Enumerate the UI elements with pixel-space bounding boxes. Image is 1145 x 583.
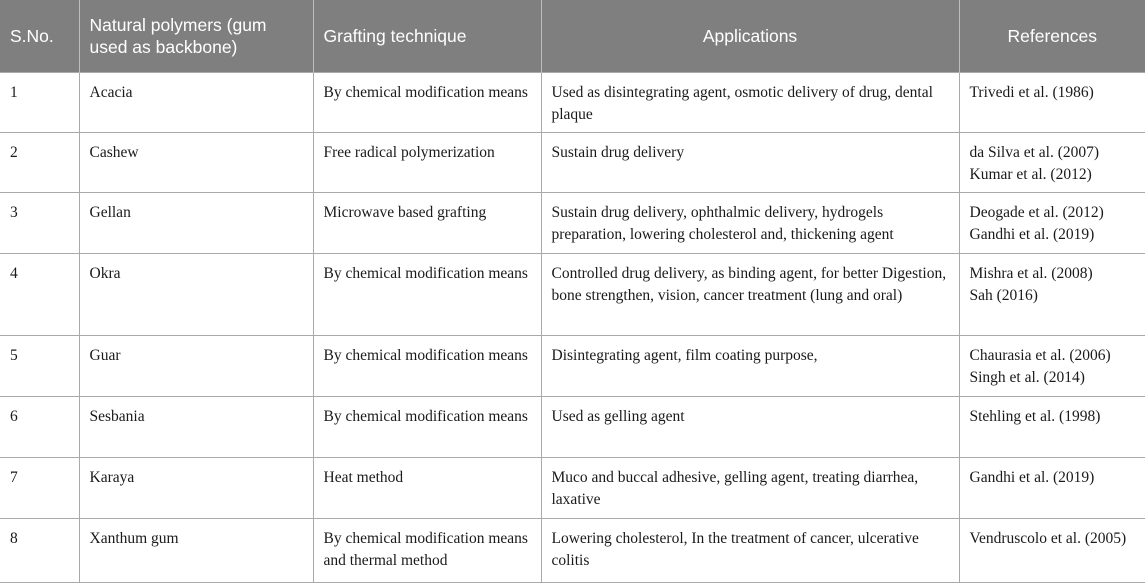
cell-technique: By chemical modification means [313, 72, 541, 132]
cell-references [959, 72, 1145, 132]
cell-polymer: Karaya [79, 457, 313, 518]
cell-applications: Used as disintegrating agent, osmotic delivery of drug, dental plaque [541, 72, 959, 132]
table-row [0, 253, 1145, 335]
cell-technique: By chemical modification means [313, 396, 541, 457]
table-row [0, 518, 1145, 582]
reference: Gandhi et al. (2019) [969, 468, 1095, 486]
header-technique: Grafting technique [313, 0, 541, 72]
header-sno: S.No. [0, 0, 79, 72]
cell-technique: By chemical modification means [313, 253, 541, 335]
cell-references [959, 396, 1145, 457]
cell-technique: By chemical modification means and thermal method [313, 518, 541, 582]
cell-applications: Sustain drug delivery, ophthalmic delivery, hydrogels preparation, lowering cholesterol and, thickening agent [541, 192, 959, 253]
cell-sno: 2 [0, 132, 79, 192]
header-applications: Applications [541, 0, 959, 72]
cell-sno: 8 [0, 518, 79, 582]
table-row [0, 72, 1145, 132]
cell-sno: 4 [0, 253, 79, 335]
cell-references [959, 132, 1145, 192]
header-references: References [959, 0, 1145, 72]
cell-sno: 6 [0, 396, 79, 457]
cell-technique: Free radical polymerization [313, 132, 541, 192]
cell-polymer: Okra [79, 253, 313, 335]
cell-technique: By chemical modification means [313, 335, 541, 396]
cell-polymer: Xanthum gum [79, 518, 313, 582]
cell-technique: Heat method [313, 457, 541, 518]
reference: Trivedi et al. (1986) [969, 83, 1094, 101]
reference: Singh et al. (2014) [969, 368, 1085, 386]
cell-references [959, 457, 1145, 518]
cell-applications: Sustain drug delivery [541, 132, 959, 192]
table-row [0, 132, 1145, 192]
cell-sno: 1 [0, 72, 79, 132]
reference: Vendruscolo et al. (2005) [969, 529, 1127, 547]
cell-sno: 3 [0, 192, 79, 253]
reference: da Silva et al. (2007) [969, 143, 1100, 161]
reference: Gandhi et al. (2019) [969, 225, 1095, 243]
cell-references [959, 192, 1145, 253]
cell-applications: Used as gelling agent [541, 396, 959, 457]
reference: Stehling et al. (1998) [969, 407, 1101, 425]
cell-polymer: Gellan [79, 192, 313, 253]
cell-sno: 7 [0, 457, 79, 518]
reference: Chaurasia et al. (2006) [969, 346, 1111, 364]
reference: Sah (2016) [969, 286, 1038, 304]
header-row [0, 0, 1145, 72]
header-polymer: Natural polymers (gum used as backbone) [79, 0, 313, 72]
reference: Deogade et al. (2012) [969, 203, 1104, 221]
reference: Mishra et al. (2008) [969, 264, 1093, 282]
cell-sno: 5 [0, 335, 79, 396]
table-row [0, 396, 1145, 457]
cell-polymer: Acacia [79, 72, 313, 132]
table-header [0, 0, 1145, 72]
table-row [0, 335, 1145, 396]
table-body [0, 72, 1145, 582]
table-row [0, 192, 1145, 253]
cell-applications: Disintegrating agent, film coating purpose, [541, 335, 959, 396]
cell-applications: Muco and buccal adhesive, gelling agent, treating diarrhea, laxative [541, 457, 959, 518]
cell-polymer: Cashew [79, 132, 313, 192]
cell-polymer: Sesbania [79, 396, 313, 457]
cell-polymer: Guar [79, 335, 313, 396]
cell-references [959, 518, 1145, 582]
table-row [0, 457, 1145, 518]
cell-applications: Lowering cholesterol, In the treatment of cancer, ulcerative colitis [541, 518, 959, 582]
cell-references [959, 335, 1145, 396]
cell-applications: Controlled drug delivery, as binding agent, for better Digestion, bone strengthen, vision, cancer treatment (lung and oral) [541, 253, 959, 335]
cell-references [959, 253, 1145, 335]
cell-technique: Microwave based grafting [313, 192, 541, 253]
reference: Kumar et al. (2012) [969, 165, 1092, 183]
